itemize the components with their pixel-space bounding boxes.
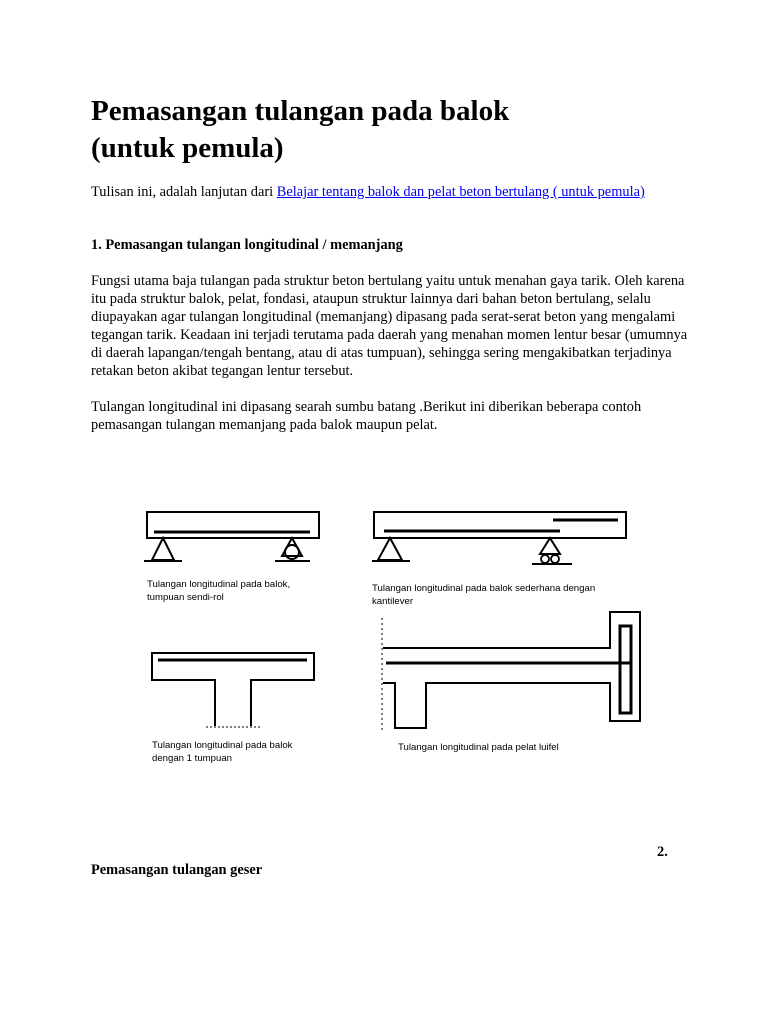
roller-support-icon — [540, 538, 560, 554]
section-2-heading: Pemasangan tulangan geser — [91, 862, 263, 878]
caption-a-line-2: tumpuan sendi-rol — [147, 592, 224, 603]
longitudinal-reinforcement-figure — [120, 490, 680, 790]
caption-c-line-2: dengan 1 tumpuan — [152, 753, 233, 764]
diagram-slab-overhang — [382, 612, 640, 753]
beam-outline — [147, 512, 319, 538]
hook-rebar — [620, 626, 631, 713]
roller-wheel — [541, 555, 549, 563]
diagram-beam-pin-roller — [144, 512, 319, 603]
caption-c-line-1: Tulangan longitudinal pada balok — [152, 740, 293, 751]
section-1-heading: 1. Pemasangan tulangan longitudinal / memanjang — [91, 237, 403, 253]
roller-wheel — [551, 555, 559, 563]
beam-outline — [374, 512, 626, 538]
section-1-paragraph-2: Tulangan longitudinal ini dipasang searah sumbu batang .Berikut ini diberikan beberapa contoh pemasangan tulangan memanjang pada balok maupun pelat. — [91, 399, 642, 433]
related-article-link[interactable]: Belajar tentang balok dan pelat beton bertulang ( untuk pemula) — [276, 184, 645, 200]
page-title-line-1: Pemasangan tulangan pada balok — [91, 95, 510, 127]
diagram-beam-cantilever — [372, 512, 626, 607]
caption-a-line-1: Tulangan longitudinal pada balok, — [147, 579, 291, 590]
pin-support-icon — [152, 538, 174, 560]
t-section-outline — [152, 653, 314, 726]
page-title — [91, 93, 691, 167]
pin-support-icon — [378, 538, 402, 560]
intro-paragraph — [91, 183, 711, 201]
page-title-line-2: (untuk pemula) — [91, 132, 284, 164]
caption-b-line-2: kantilever — [372, 596, 414, 607]
diagram-beam-one-support — [152, 653, 314, 764]
intro-text: Tulisan ini, adalah lanjutan dari — [91, 184, 277, 200]
caption-d-line-1: Tulangan longitudinal pada pelat luifel — [398, 742, 559, 753]
slab-overhang-outline — [383, 612, 640, 728]
caption-b-line-1: Tulangan longitudinal pada balok sederhana dengan — [372, 583, 596, 594]
section-2-number: 2. — [657, 844, 668, 860]
section-1-paragraph-1: Fungsi utama baja tulangan pada struktur beton bertulang yaitu untuk menahan gaya tarik. Oleh karena itu pada struktur balok, pelat, fondasi, ataupun struktur lainnya dari bahan beton bertulang, selalu diupayakan agar tulangan longitudinal (memanjang) dipasang pada serat-serat beton yang mengalami tegangan tarik. Keadaan ini terjadi terutama pada daerah yang menahan momen lentur besar (umumnya di daerah lapangan/tengah bentang, atau di atas tumpuan), sehingga sering mengakibatkan terjadinya retakan beton akibat tegangan lentur tersebut. — [91, 273, 688, 379]
reinforcement-diagrams — [120, 490, 680, 790]
